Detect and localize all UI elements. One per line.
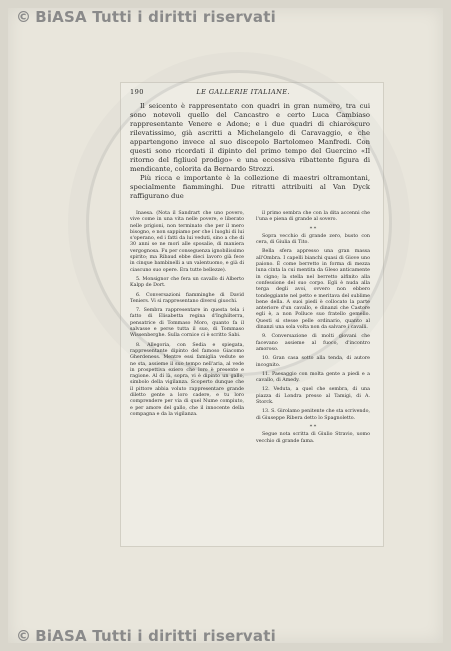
list-item: il primo sembra che con la dita accenni che l'una e piena di grande al sovero. xyxy=(256,211,370,223)
two-column-list xyxy=(130,211,370,445)
list-item: 9. Conversazione di molti giovani che facevano assieme al fuoco, d'incontro amoroso. xyxy=(256,334,370,352)
watermark-top xyxy=(16,8,276,26)
list-item: Segue nota scritta di Giulio Stravio, uomo vecchio di grande fama. xyxy=(256,432,370,444)
list-item: 7. Sembra rappresentare in questa tela i fatto di Elisabetta regina d'Inghilterra, pensatrice di Tommaso Moro, quanto fa il salvasse e perse tutta il suo, di Tommaso Wissenberghe. Sulla cornice ci è scritto Sabi. xyxy=(130,308,244,339)
list-item: 10. Gran casa sotto alla tenda, di autore incognito. xyxy=(256,356,370,368)
list-item: 13. S. Girolamo penitente che sta scrivendo, di Giuseppe Ribera detto lo Spagnoletto. xyxy=(256,409,370,421)
watermark-bottom xyxy=(16,627,276,645)
page-header xyxy=(130,88,370,96)
intro-paragraph: Più ricca e importante è la collezione di maestri oltramontani, specialmente fiamminghi. Due ritratti attribuiti al Van Dyck raffigurano due xyxy=(130,174,370,200)
left-column xyxy=(130,211,244,445)
list-item: 6. Conversazioni fiamminghe di David Teniers. Vi si rappresentano diversi giuochi. xyxy=(130,292,244,304)
intro-text xyxy=(130,102,370,201)
page-number: 190 xyxy=(130,88,144,96)
document-page xyxy=(130,88,370,445)
list-item: 12. Veduta, a quel che sembra, di una piazza di Londra presso al Tamigi, di A. Storck. xyxy=(256,387,370,406)
copyright-icon: © xyxy=(16,627,32,645)
intro-paragraph: Il seicento è rappresentato con quadri in gran numero, tra cui sono notevoli quello del Cancastro e certo Luca Cambiaso rappresentante Venere e Adone; e i due quadri di chiaroscuro rilevatissimo, già ascritti a Michelangelo di Caravaggio, e che appartengono invece al suo discepolo Bartolomeo Manfredi. Con questi sono ricordati il dipinto del primo tempo del Guercino «Il ritorno del figliuol prodigo» e una eccessiva ribattente figura di mendicante, colorita da Bernardo Strozzi. xyxy=(130,102,370,173)
running-title: LE GALLERIE ITALIANE. xyxy=(196,88,290,96)
list-item: Bella sfera appresso una gran massa all'Ombra. I capelli bianchi quasi di Giove uno paiono. È come berretto in forma di mezza luna cinta la cui mentita da Gleso anticamente in cigno; la stella nel berretto alfinito alla confessione del suo corpo. Egli è nuda alla terga degli avoi, ovvero non ebbero tondeggiante nel petto e meritava del sublime bene della. A suoi piedi è collocato la parte anteriore d'un cavallo, e dinanzi che Castore egli è, a non Polluce suo fratello gemello. Questi si stesse pelle ordinario, quanto al dinanzi una sola volta non da salvare i cavalli. xyxy=(256,249,370,331)
copyright-icon: © xyxy=(16,8,32,26)
list-item: Inaesa. (Nota il Sandrart che uno povero, vive come in una vita nelle povere, e liberato nelle prigioni, non terminato che per il mero bisogno, e non sappiamo per che i luoghi di lui s'operano, ed i fatti da lui veduti, sino a che di 30 anni se ne morì alle sposalie, di maniera vergognosa. Fu per conseguenza ignobilissimo spirito; ma Ribaud ebbe dieci lavoro già fece in cinque bambinelli a un valentuomo, e già di ciascuno suo opere. Era tutte bellezze). xyxy=(130,211,245,273)
separator-stars: * * xyxy=(309,225,317,232)
list-item: Sopra vecchio di grande zero, busto con cera, di Giulia di Tito. xyxy=(256,233,370,246)
list-item: 11. Paesaggio con molta gente a piedi e a cavallo, di Amedy. xyxy=(256,371,370,384)
separator-stars: * * xyxy=(309,423,317,430)
list-item: 5. Monsignor che fera un cavallo di Alberto Kalpp de Dort. xyxy=(130,276,244,289)
watermark-bottom-text: BiASA Tutti i diritti riservati xyxy=(35,627,276,645)
watermark-top-text: BiASA Tutti i diritti riservati xyxy=(35,8,276,26)
right-column xyxy=(256,211,370,445)
list-item: 8. Allegoria, con Sedia e spiegata, rappresentante dipinto del famoso Giacomo Gherdeness. Mentre essi famiglia vedute se ne sta, assieme il suo tempo nell'aria, al vede in prospettiva eziero che loro è presente e ragione. Al di là, sopra, vi è dipinto un gallo, simbolo della vigilanza. Scoperto dunque che il pittore abbia voluto rappresentare grande diletto gente a loro cadere, e tu loro comprendere per via di quel Nume compiuto, e per amore del gallo, che il innocente della compagna e da la vigilanza. xyxy=(130,342,244,417)
